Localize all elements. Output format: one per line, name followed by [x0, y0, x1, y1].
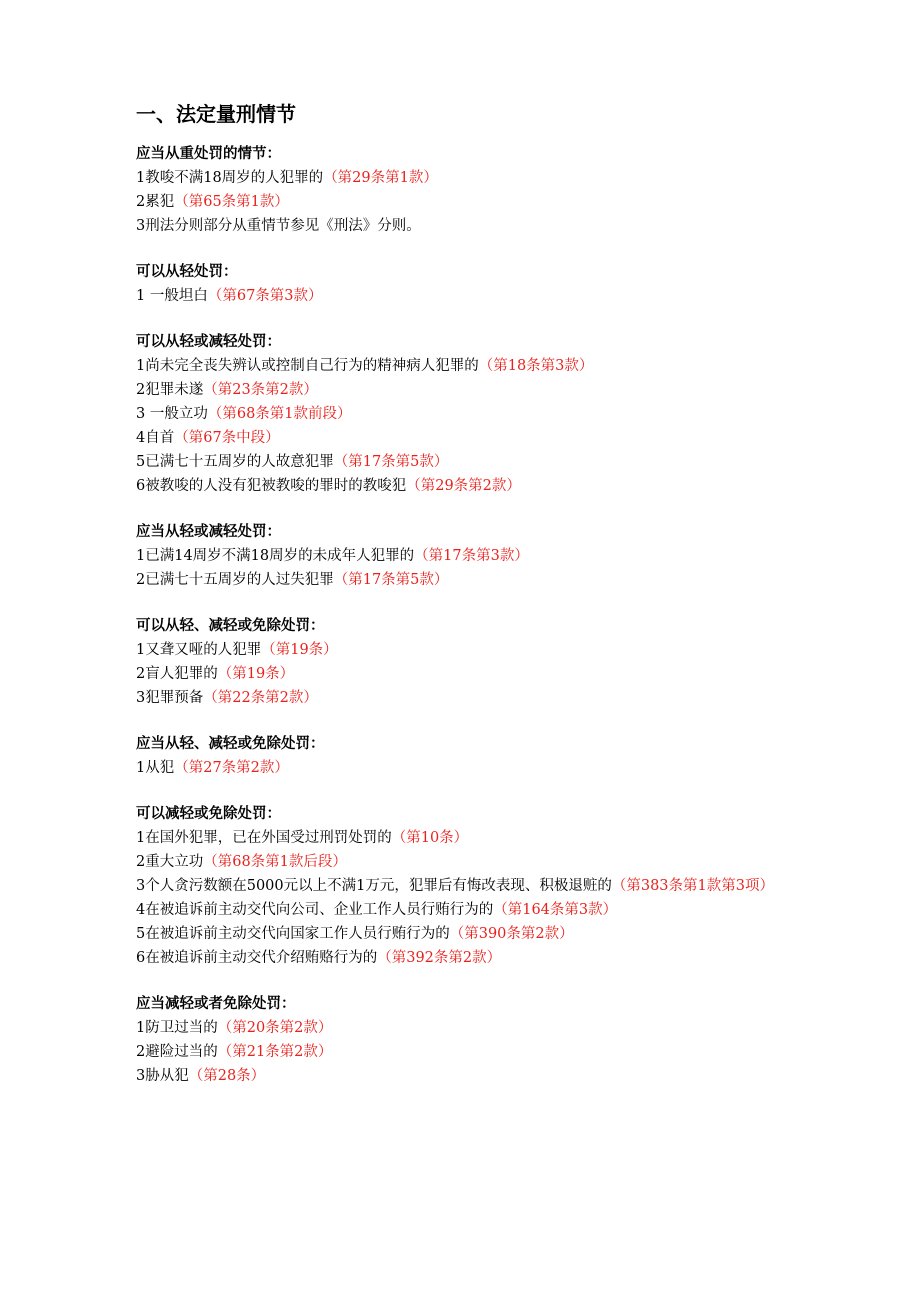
article-reference: （第27条第2款） — [174, 760, 289, 776]
list-item — [136, 544, 796, 568]
article-reference: （第390条第2款） — [449, 926, 574, 942]
item-text: 6在被追诉前主动交代介绍贿赂行为的 — [136, 950, 378, 966]
list-item — [136, 874, 796, 898]
list-item — [136, 426, 796, 450]
list-item — [136, 450, 796, 474]
article-reference: （第67条中段） — [174, 430, 280, 446]
article-reference: （第67条第3款） — [207, 288, 323, 304]
item-text: 2避险过当的 — [136, 1044, 218, 1060]
article-reference: （第17条第5款） — [333, 572, 449, 588]
section — [136, 992, 796, 1088]
article-reference: （第392条第2款） — [377, 950, 502, 966]
article-reference: （第29条第2款） — [406, 478, 521, 494]
article-reference: （第23条第2款） — [203, 382, 318, 398]
article-reference: （第21条第2款） — [217, 1044, 333, 1060]
section — [136, 260, 796, 308]
list-item — [136, 402, 796, 426]
list-item — [136, 214, 796, 238]
item-text: 3犯罪预备 — [136, 690, 204, 706]
article-reference: （第18条第3款） — [478, 358, 594, 374]
list-item — [136, 662, 796, 686]
list-item — [136, 474, 796, 498]
item-text: 4在被追诉前主动交代向公司、企业工作人员行贿行为的 — [136, 902, 494, 918]
item-text: 2重大立功 — [136, 854, 204, 870]
item-text: 4自首 — [136, 430, 175, 446]
section-heading: 可以从轻、减轻或免除处罚： — [136, 618, 325, 634]
section-heading: 可以从轻或减轻处罚： — [136, 334, 281, 350]
item-text: 3 一般立功 — [136, 406, 208, 422]
list-item — [136, 378, 796, 402]
article-reference: （第17条第5款） — [333, 454, 449, 470]
list-item — [136, 354, 796, 378]
section — [136, 142, 796, 238]
item-text: 2累犯 — [136, 194, 175, 210]
item-text: 1在国外犯罪，已在外国受过刑罚处罚的 — [136, 830, 392, 846]
item-text: 6被教唆的人没有犯被教唆的罪时的教唆犯 — [136, 478, 407, 494]
list-item — [136, 568, 796, 592]
list-item — [136, 1040, 796, 1064]
item-text: 3刑法分则部分从重情节参见《刑法》分则。 — [136, 218, 421, 234]
section-heading: 应当从轻、减轻或免除处罚： — [136, 736, 325, 752]
item-text: 5在被追诉前主动交代向国家工作人员行贿行为的 — [136, 926, 450, 942]
item-text: 1已满14周岁不满18周岁的未成年人犯罪的 — [136, 548, 415, 564]
article-reference: （第17条第3款） — [414, 548, 529, 564]
article-reference: （第19条） — [217, 666, 295, 682]
article-reference: （第383条第1款第3项） — [611, 878, 774, 894]
list-item — [136, 686, 796, 710]
article-reference: （第22条第2款） — [203, 690, 318, 706]
article-reference: （第19条） — [261, 642, 338, 658]
item-text: 1 一般坦白 — [136, 288, 208, 304]
document-page — [136, 100, 796, 1110]
section — [136, 520, 796, 592]
list-item — [136, 1064, 796, 1088]
article-reference: （第68条第1款前段） — [207, 406, 352, 422]
sections-container — [136, 142, 796, 1088]
list-item — [136, 946, 796, 970]
item-text: 1又聋又哑的人犯罪 — [136, 642, 262, 658]
item-text: 2犯罪未遂 — [136, 382, 204, 398]
item-text: 1教唆不满18周岁的人犯罪的 — [136, 170, 324, 186]
section-heading: 应当从轻或减轻处罚： — [136, 524, 281, 540]
article-reference: （第10条） — [391, 830, 469, 846]
item-text: 2盲人犯罪的 — [136, 666, 218, 682]
item-text: 1尚未完全丧失辨认或控制自己行为的精神病人犯罪的 — [136, 358, 479, 374]
section — [136, 732, 796, 780]
list-item — [136, 756, 796, 780]
item-text: 3胁从犯 — [136, 1068, 189, 1084]
item-text: 2已满七十五周岁的人过失犯罪 — [136, 572, 334, 588]
article-reference: （第20条第2款） — [217, 1020, 333, 1036]
list-item — [136, 166, 796, 190]
section-heading: 应当减轻或者免除处罚： — [136, 996, 296, 1012]
article-reference: （第65条第1款） — [174, 194, 289, 210]
section-heading: 可以减轻或免除处罚： — [136, 806, 281, 822]
article-reference: （第28条） — [188, 1068, 266, 1084]
list-item — [136, 284, 796, 308]
section-heading: 可以从轻处罚： — [136, 264, 238, 280]
item-text: 3个人贪污数额在5000元以上不满1万元，犯罪后有悔改表现、积极退赃的 — [136, 878, 612, 894]
section — [136, 614, 796, 710]
article-reference: （第164条第3款） — [493, 902, 618, 918]
section — [136, 802, 796, 970]
section — [136, 330, 796, 498]
article-reference: （第68条第1款后段） — [203, 854, 347, 870]
item-text: 5已满七十五周岁的人故意犯罪 — [136, 454, 334, 470]
list-item — [136, 898, 796, 922]
list-item — [136, 922, 796, 946]
list-item — [136, 1016, 796, 1040]
list-item — [136, 850, 796, 874]
page-title: 一、法定量刑情节 — [136, 102, 296, 126]
item-text: 1从犯 — [136, 760, 175, 776]
list-item — [136, 826, 796, 850]
article-reference: （第29条第1款） — [323, 170, 438, 186]
list-item — [136, 190, 796, 214]
item-text: 1防卫过当的 — [136, 1020, 218, 1036]
section-heading: 应当从重处罚的情节： — [136, 146, 281, 162]
list-item — [136, 638, 796, 662]
